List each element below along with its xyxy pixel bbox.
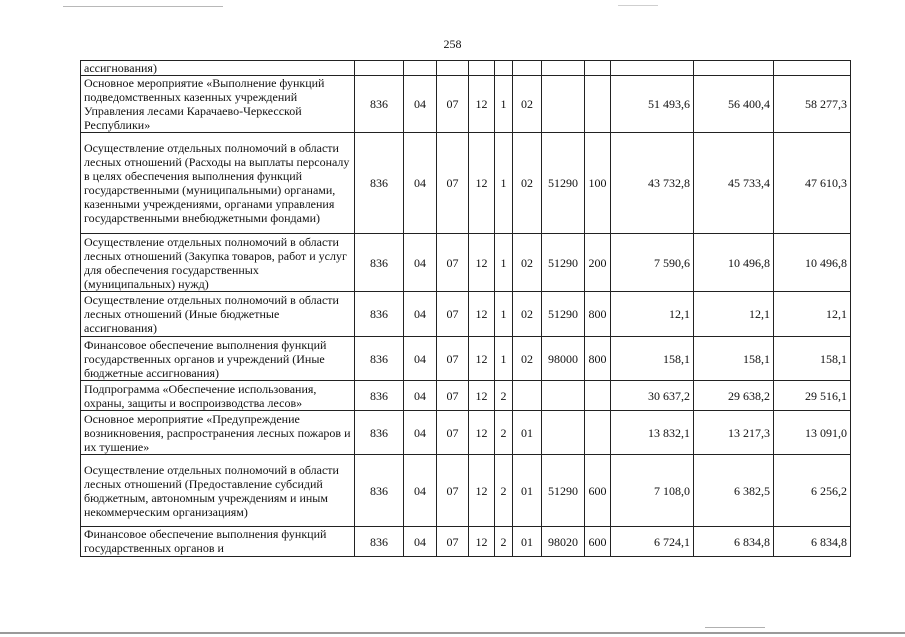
direction-code: 51290 [542,455,585,527]
expense-type-code [585,411,611,455]
program-code [469,61,495,76]
amount-3: 13 091,0 [774,411,851,455]
direction-code [542,381,585,411]
expense-type-code: 600 [585,455,611,527]
event-code: 02 [513,133,542,234]
section-code: 04 [404,411,437,455]
scan-edge-line [705,627,765,628]
amount-1: 30 637,2 [611,381,694,411]
amount-1: 12,1 [611,292,694,337]
direction-code: 51290 [542,133,585,234]
subsection-code: 07 [437,234,469,292]
scan-edge-line [0,632,905,634]
section-code: 04 [404,381,437,411]
subprogram-code: 1 [495,292,513,337]
amount-3: 47 610,3 [774,133,851,234]
row-name: Осуществление отдельных полномочий в области лесных отношений (Иные бюджетные ассигнования) [81,292,355,337]
program-code: 12 [469,292,495,337]
amount-2: 56 400,4 [694,76,774,133]
direction-code: 51290 [542,292,585,337]
amount-2: 6 382,5 [694,455,774,527]
table-row [81,133,851,234]
table-row [81,76,851,133]
direction-code [542,61,585,76]
amount-1 [611,61,694,76]
subsection-code: 07 [437,337,469,381]
amount-3: 29 516,1 [774,381,851,411]
section-code: 04 [404,234,437,292]
ministry-code: 836 [355,381,404,411]
direction-code [542,411,585,455]
subprogram-code: 1 [495,133,513,234]
direction-code: 51290 [542,234,585,292]
amount-2: 13 217,3 [694,411,774,455]
table-row [81,61,851,76]
ministry-code: 836 [355,76,404,133]
program-code: 12 [469,527,495,557]
subsection-code: 07 [437,133,469,234]
event-code [513,381,542,411]
amount-1: 13 832,1 [611,411,694,455]
subsection-code [437,61,469,76]
ministry-code: 836 [355,527,404,557]
amount-3: 158,1 [774,337,851,381]
amount-3: 6 834,8 [774,527,851,557]
expense-type-code [585,381,611,411]
event-code: 02 [513,292,542,337]
expense-type-code: 200 [585,234,611,292]
amount-2 [694,61,774,76]
amount-3: 58 277,3 [774,76,851,133]
direction-code: 98020 [542,527,585,557]
table-row [81,455,851,527]
program-code: 12 [469,411,495,455]
direction-code [542,76,585,133]
subprogram-code: 2 [495,455,513,527]
row-name: Подпрограмма «Обеспечение использования, охраны, защиты и воспроизводства лесов» [81,381,355,411]
program-code: 12 [469,381,495,411]
event-code: 01 [513,527,542,557]
amount-1: 7 108,0 [611,455,694,527]
subprogram-code: 1 [495,76,513,133]
event-code: 01 [513,411,542,455]
ministry-code: 836 [355,133,404,234]
subsection-code: 07 [437,455,469,527]
program-code: 12 [469,234,495,292]
program-code: 12 [469,133,495,234]
row-name: Осуществление отдельных полномочий в области лесных отношений (Расходы на выплаты персоналу в целях обеспечения выполнения функций государственными (муниципальными) органами, казенными учреждениями, органами управления государственными внебюджетными фондами) [81,133,355,234]
amount-2: 10 496,8 [694,234,774,292]
direction-code: 98000 [542,337,585,381]
program-code: 12 [469,76,495,133]
table-row [81,411,851,455]
amount-1: 6 724,1 [611,527,694,557]
page-number: 258 [443,37,462,51]
section-code: 04 [404,292,437,337]
expense-type-code [585,76,611,133]
table-row [81,381,851,411]
subsection-code: 07 [437,381,469,411]
section-code [404,61,437,76]
row-name: Осуществление отдельных полномочий в области лесных отношений (Закупка товаров, работ и услуг для обеспечения государственных (муниципальных) нужд) [81,234,355,292]
table-row [81,337,851,381]
event-code: 02 [513,234,542,292]
subsection-code: 07 [437,76,469,133]
expense-type-code: 800 [585,337,611,381]
row-name: Основное мероприятие «Предупреждение возникновения, распространения лесных пожаров и их тушение» [81,411,355,455]
section-code: 04 [404,76,437,133]
row-name: Финансовое обеспечение выполнения функций государственных органов и [81,527,355,557]
subsection-code: 07 [437,292,469,337]
scan-edge-line [618,5,658,6]
amount-1: 158,1 [611,337,694,381]
amount-3: 10 496,8 [774,234,851,292]
amount-3 [774,61,851,76]
subprogram-code: 1 [495,337,513,381]
program-code: 12 [469,455,495,527]
subprogram-code [495,61,513,76]
program-code: 12 [469,337,495,381]
subprogram-code: 2 [495,527,513,557]
table-row [81,234,851,292]
ministry-code: 836 [355,292,404,337]
subprogram-code: 1 [495,234,513,292]
table-row [81,292,851,337]
ministry-code: 836 [355,411,404,455]
amount-2: 6 834,8 [694,527,774,557]
amount-3: 12,1 [774,292,851,337]
amount-1: 7 590,6 [611,234,694,292]
row-name: ассигнования) [81,61,355,76]
expense-type-code [585,61,611,76]
section-code: 04 [404,133,437,234]
event-code [513,61,542,76]
amount-2: 29 638,2 [694,381,774,411]
expense-type-code: 800 [585,292,611,337]
row-name: Осуществление отдельных полномочий в области лесных отношений (Предоставление субсидий бюджетным, автономным учреждениям и иным некоммерческим организациям) [81,455,355,527]
amount-1: 43 732,8 [611,133,694,234]
ministry-code: 836 [355,337,404,381]
table-row [81,527,851,557]
section-code: 04 [404,527,437,557]
subsection-code: 07 [437,411,469,455]
amount-2: 45 733,4 [694,133,774,234]
event-code: 02 [513,76,542,133]
amount-2: 158,1 [694,337,774,381]
subprogram-code: 2 [495,411,513,455]
amount-1: 51 493,6 [611,76,694,133]
amount-2: 12,1 [694,292,774,337]
row-name: Основное мероприятие «Выполнение функций подведомственных казенных учреждений Управления лесами Карачаево-Черкесской Республики» [81,76,355,133]
budget-table [80,60,851,557]
expense-type-code: 600 [585,527,611,557]
section-code: 04 [404,455,437,527]
section-code: 04 [404,337,437,381]
amount-3: 6 256,2 [774,455,851,527]
row-name: Финансовое обеспечение выполнения функций государственных органов и учреждений (Иные бюджетные ассигнования) [81,337,355,381]
subprogram-code: 2 [495,381,513,411]
subsection-code: 07 [437,527,469,557]
ministry-code [355,61,404,76]
expense-type-code: 100 [585,133,611,234]
event-code: 01 [513,455,542,527]
ministry-code: 836 [355,455,404,527]
ministry-code: 836 [355,234,404,292]
event-code: 02 [513,337,542,381]
scan-edge-line [63,6,223,7]
